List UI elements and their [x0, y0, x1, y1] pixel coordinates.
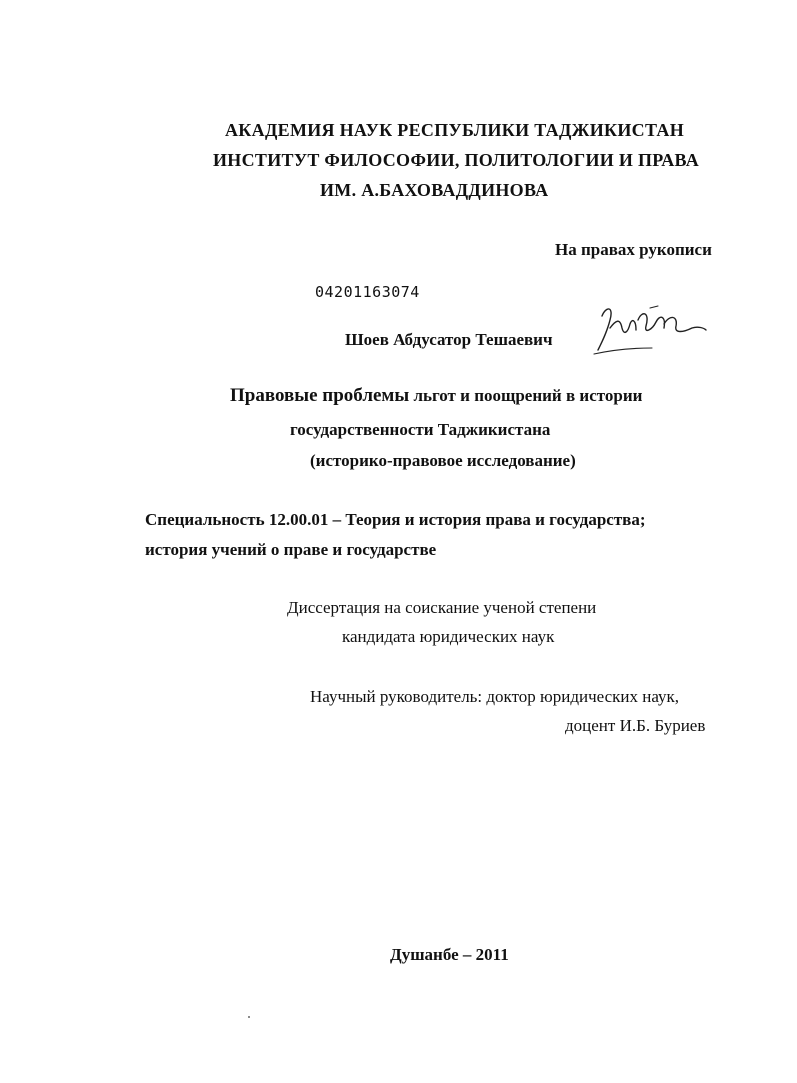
title-rest-part: льгот и поощрений в истории	[413, 386, 643, 405]
supervisor-line2: доцент И.Б. Буриев	[565, 716, 706, 735]
specialty-line2: история учений о праве и государстве	[145, 540, 437, 559]
dissertation-title-line2: государственности Таджикистана	[290, 420, 551, 439]
title-bold-part: Правовые проблемы	[230, 385, 410, 406]
institute-name-continued: ИМ. А.БАХОВАДДИНОВА	[320, 180, 549, 200]
dissertation-title-line3: (историко-правовое исследование)	[310, 451, 576, 470]
author-signature	[592, 298, 712, 358]
degree-line2: кандидата юридических наук	[342, 627, 555, 646]
city-year: Душанбе – 2011	[390, 945, 509, 964]
institute-name: ИНСТИТУТ ФИЛОСОФИИ, ПОЛИТОЛОГИИ И ПРАВА	[213, 150, 700, 170]
scan-speck	[248, 1016, 250, 1018]
registration-number: 04201163074	[315, 283, 420, 301]
specialty-line1: Специальность 12.00.01 – Теория и история права и государства;	[145, 510, 646, 529]
degree-line1: Диссертация на соискание ученой степени	[287, 598, 597, 617]
academy-name: АКАДЕМИЯ НАУК РЕСПУБЛИКИ ТАДЖИКИСТАН	[225, 120, 684, 140]
author-name: Шоев Абдусатор Тешаевич	[345, 330, 553, 349]
manuscript-note: На правах рукописи	[555, 240, 712, 259]
supervisor-line1: Научный руководитель: доктор юридических наук,	[310, 687, 680, 706]
dissertation-title-line1	[230, 386, 642, 406]
